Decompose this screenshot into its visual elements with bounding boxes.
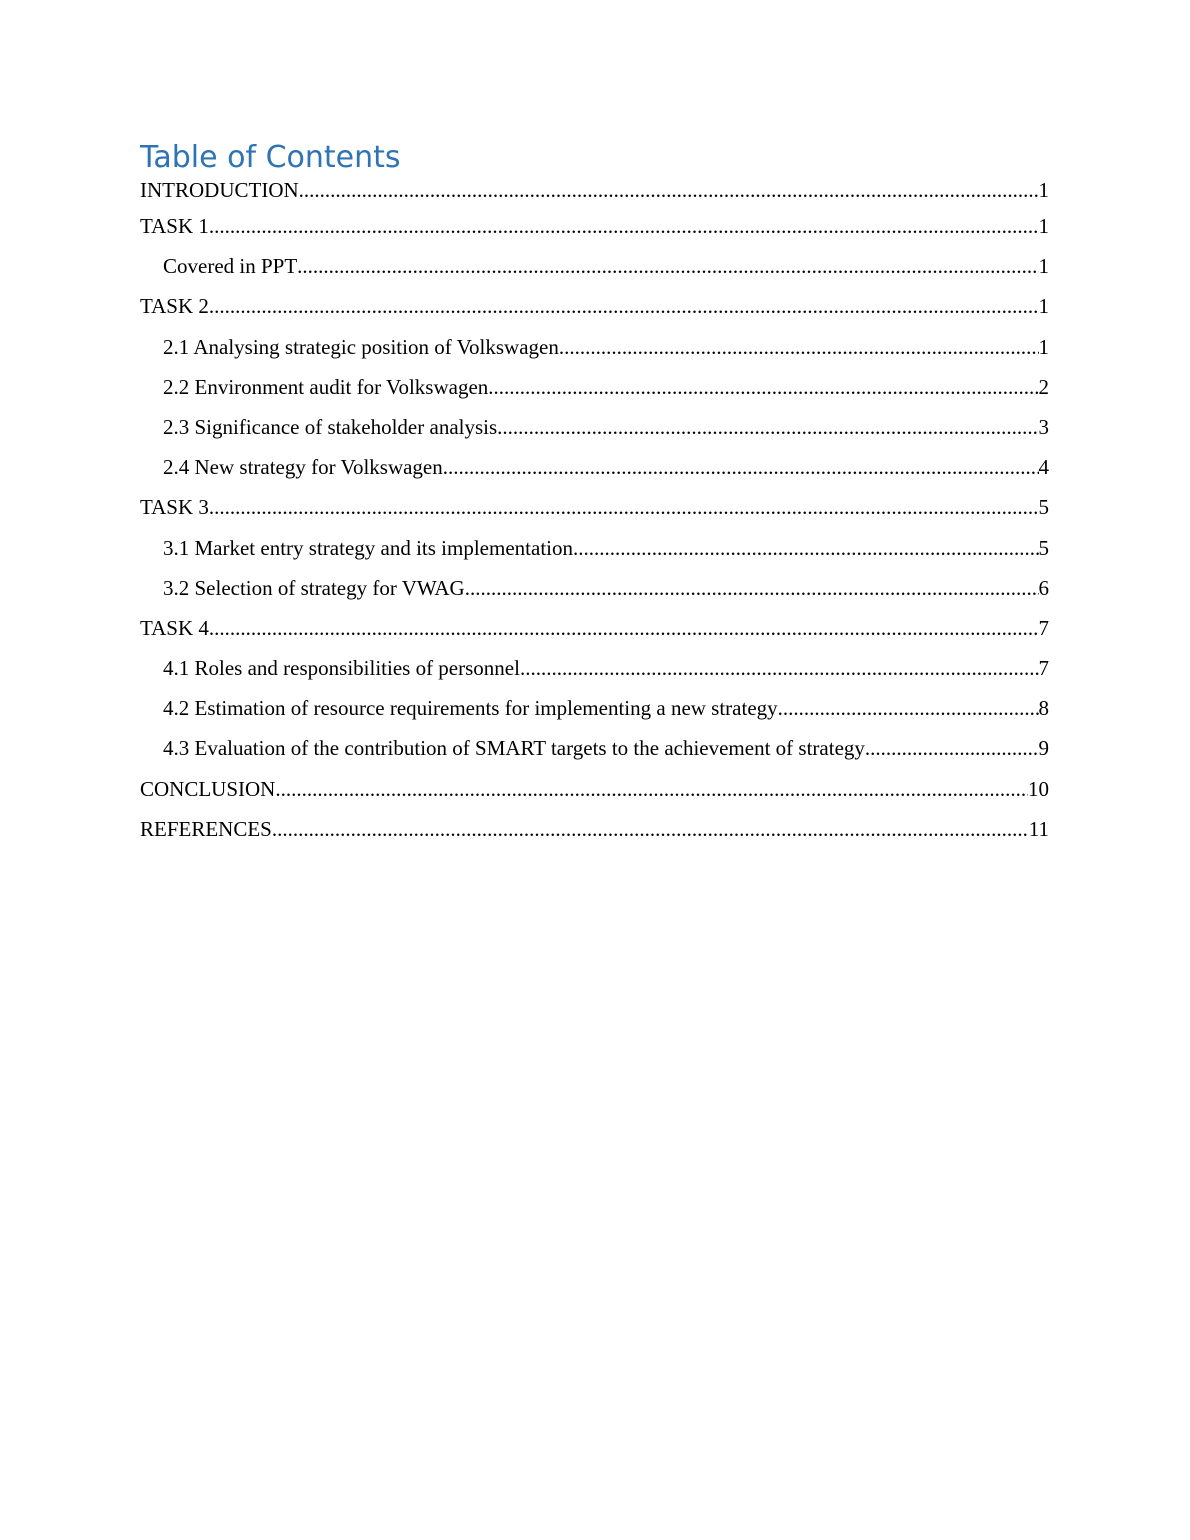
toc-entry-label: 3.2 Selection of strategy for VWAG	[163, 575, 465, 600]
toc-entry-page: 8	[1038, 696, 1049, 721]
toc-entry-page: 7	[1038, 656, 1049, 681]
toc-dot-leader	[573, 536, 1039, 561]
toc-entry-2-1[interactable]	[140, 335, 1049, 375]
toc-entry-conclusion[interactable]	[140, 777, 1049, 817]
table-of-contents	[140, 138, 1049, 857]
toc-entry-label: 2.2 Environment audit for Volkswagen	[163, 374, 489, 399]
toc-dot-leader	[497, 415, 1038, 440]
toc-entry-2-3[interactable]	[140, 415, 1049, 455]
toc-entry-label: 4.3 Evaluation of the contribution of SMART targets to the achievement of strategy	[163, 736, 865, 761]
toc-entry-label: 4.1 Roles and responsibilities of personnel	[163, 656, 520, 681]
toc-entry-page: 1	[1038, 254, 1049, 279]
toc-list	[140, 178, 1049, 857]
toc-entry-4-2[interactable]	[140, 696, 1049, 736]
toc-dot-leader	[488, 375, 1038, 400]
toc-entry-introduction[interactable]	[140, 178, 1049, 214]
toc-entry-task-1[interactable]	[140, 214, 1049, 254]
toc-dot-leader	[209, 616, 1039, 641]
toc-entry-2-2[interactable]	[140, 375, 1049, 415]
toc-dot-leader	[275, 777, 1028, 802]
toc-entry-label: INTRODUCTION	[140, 178, 299, 202]
toc-entry-label: TASK 1	[140, 214, 209, 238]
toc-dot-leader	[443, 455, 1039, 480]
toc-entry-page: 1	[1038, 294, 1049, 319]
toc-entry-3-1[interactable]	[140, 536, 1049, 576]
toc-entry-4-1[interactable]	[140, 656, 1049, 696]
toc-dot-leader	[520, 656, 1039, 681]
toc-entry-page: 5	[1038, 495, 1049, 520]
toc-entry-label: TASK 2	[140, 294, 209, 319]
toc-entry-task-3[interactable]	[140, 495, 1049, 535]
toc-dot-leader	[465, 576, 1039, 601]
toc-dot-leader	[299, 178, 1039, 203]
toc-entry-label: REFERENCES	[140, 816, 272, 841]
toc-entry-page: 7	[1038, 615, 1049, 640]
toc-entry-3-2[interactable]	[140, 576, 1049, 616]
toc-entry-task-2[interactable]	[140, 294, 1049, 334]
toc-entry-label: Covered in PPT	[163, 254, 298, 279]
toc-entry-label: 2.3 Significance of stakeholder analysis	[163, 414, 498, 439]
toc-entry-covered-in-ppt[interactable]	[140, 254, 1049, 294]
toc-entry-page: 11	[1028, 816, 1049, 841]
toc-dot-leader	[209, 294, 1039, 319]
toc-entry-page: 9	[1038, 736, 1049, 761]
toc-entry-page: 5	[1038, 535, 1049, 560]
toc-entry-page: 6	[1038, 575, 1049, 600]
toc-entry-task-4[interactable]	[140, 616, 1049, 656]
toc-entry-4-3[interactable]	[140, 736, 1049, 776]
toc-entry-references[interactable]	[140, 817, 1049, 857]
toc-entry-page: 2	[1038, 374, 1049, 399]
toc-dot-leader	[297, 254, 1038, 279]
toc-dot-leader	[865, 736, 1039, 761]
toc-dot-leader	[559, 335, 1039, 360]
toc-entry-label: 4.2 Estimation of resource requirements for implementing a new strategy	[163, 696, 778, 721]
toc-dot-leader	[209, 495, 1039, 520]
toc-entry-page: 1	[1038, 214, 1049, 238]
toc-title: Table of Contents	[140, 140, 401, 175]
toc-dot-leader	[778, 696, 1039, 721]
toc-entry-label: 3.1 Market entry strategy and its implementation	[163, 535, 573, 560]
toc-entry-page: 10	[1028, 776, 1049, 801]
toc-entry-page: 1	[1038, 178, 1049, 202]
toc-dot-leader	[209, 214, 1039, 239]
toc-entry-page: 1	[1038, 334, 1049, 359]
toc-entry-label: TASK 3	[140, 495, 209, 520]
toc-entry-page: 3	[1038, 414, 1049, 439]
toc-entry-label: 2.4 New strategy for Volkswagen	[163, 455, 443, 480]
toc-entry-2-4[interactable]	[140, 455, 1049, 495]
toc-entry-page: 4	[1038, 455, 1049, 480]
toc-entry-label: TASK 4	[140, 615, 209, 640]
toc-dot-leader	[272, 817, 1029, 842]
toc-entry-label: 2.1 Analysing strategic position of Volkswagen	[163, 334, 559, 359]
toc-entry-label: CONCLUSION	[140, 776, 276, 801]
